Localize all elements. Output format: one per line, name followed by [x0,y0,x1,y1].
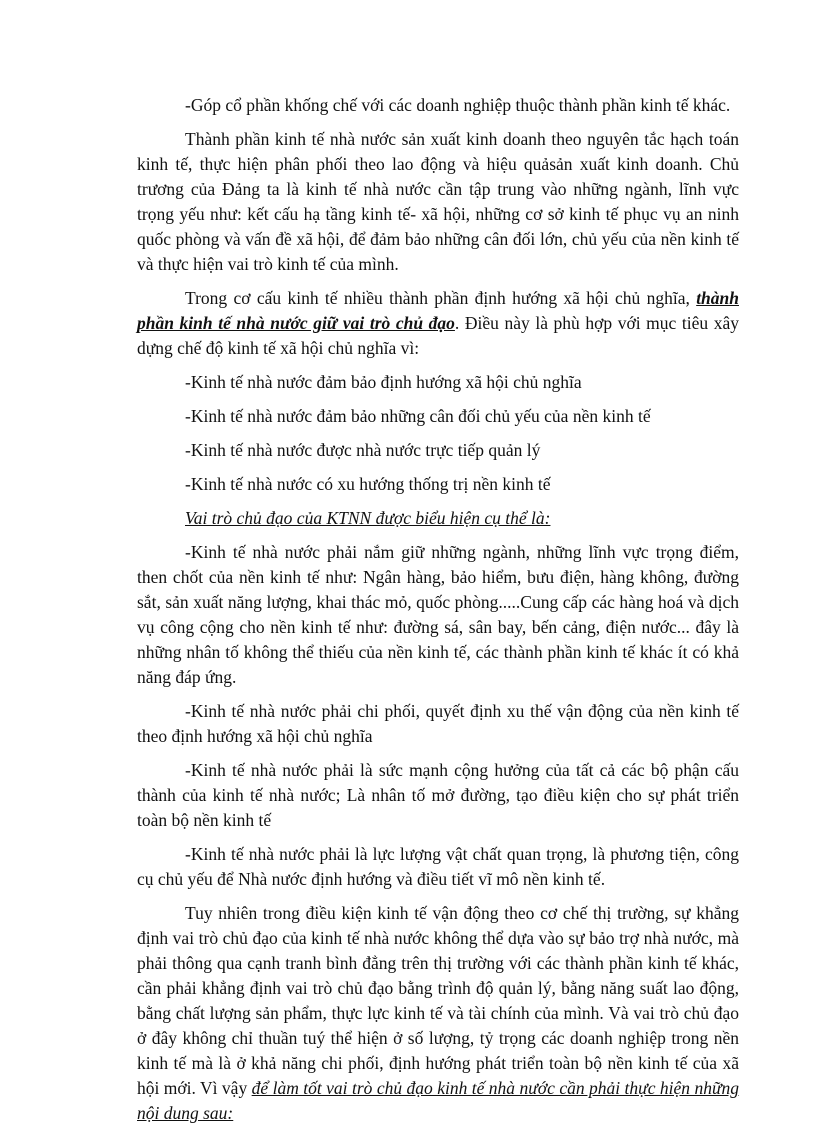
paragraph-7: -Kinh tế nhà nước phải là lực lượng vật chất quan trọng, là phương tiện, công cụ chủ yếu để Nhà nước định hướng và điều tiết vĩ mô nền kinh tế. [137,844,739,889]
bullet-3: -Kinh tế nhà nước được nhà nước trực tiếp quản lý [185,440,541,460]
paragraph-3 [137,286,739,361]
paragraph-3-emphasis: thành phần kinh tế nhà nước giữ vai trò chủ đạo [137,288,739,333]
bullet-4: -Kinh tế nhà nước có xu hướng thống trị nền kinh tế [185,474,551,494]
section-heading-text: Vai trò chủ đạo của KTNN được biểu hiện cụ thể là: [185,508,551,528]
bullet-1: -Kinh tế nhà nước đảm bảo định hướng xã hội chủ nghĩa [185,372,582,392]
paragraph-3-end: . Điều này là phù hợp với mục tiêu xây dựng chế độ kinh tế xã hội chủ nghĩa vì: [137,313,739,358]
paragraph-2: Thành phần kinh tế nhà nước sản xuất kinh doanh theo nguyên tắc hạch toán kinh tế, thực hiện phân phối theo lao động và hiệu quảsản xuất kinh doanh. Chủ trương của Đảng ta là kinh tế nhà nước cần tập trung vào những ngành, lĩnh vực trọng yếu như: kết cấu hạ tầng kinh tế- xã hội, những cơ sở kinh tế phục vụ an ninh quốc phòng và vấn đề xã hội, để đảm bảo những cân đối lớn, chủ yếu của nền kinh tế và thực hiện vai trò kinh tế của mình. [137,129,739,274]
paragraph-8-start: Tuy nhiên trong điều kiện kinh tế vận động theo cơ chế thị trường, sự khẳng định vai trò chủ đạo của kinh tế nhà nước không thể dựa vào sự bảo trợ nhà nước, mà phải thông qua cạnh tranh bình đẳng trên thị trường với các thành phần kinh tế khác, cần phải khẳng định vai trò chủ đạo bằng trình độ quản lý, bằng năng suất lao động, bằng chất lượng sản phẩm, thực lực kinh tế và tài chính của mình. Và vai trò chủ đạo ở đây không chỉ thuần tuý thể hiện ở số lượng, tỷ trọng các doanh nghiệp trong nền kinh tế mà là ở khả năng chi phối, định hướng phát triển toàn bộ nền kinh tế của xã hội mới. Vì vậy [137,903,739,1098]
paragraph-6: -Kinh tế nhà nước phải là sức mạnh cộng hưởng của tất cả các bộ phận cấu thành của kinh tế nhà nước; Là nhân tố mở đường, tạo điều kiện cho sự phát triển toàn bộ nền kinh tế [137,760,739,830]
section-heading [185,506,739,531]
paragraph-1: -Góp cổ phần khống chế với các doanh nghiệp thuộc thành phần kinh tế khác. [185,95,731,115]
paragraph-4: -Kinh tế nhà nước phải nắm giữ những ngành, những lĩnh vực trọng điểm, then chốt của nền kinh tế như: Ngân hàng, bảo hiểm, bưu điện, hàng không, đường sắt, sản xuất năng lượng, khai thác mỏ, quốc phòng.....Cung cấp các hàng hoá và dịch vụ công cộng cho nền kinh tế như: đường sá, sân bay, bến cảng, điện nước... đây là những nhân tố không thể thiếu của nền kinh tế, các thành phần kinh tế khác ít có khả năng đáp ứng. [137,542,739,687]
paragraph-8 [137,901,739,1126]
bullet-2: -Kinh tế nhà nước đảm bảo những cân đối chủ yếu của nền kinh tế [185,406,651,426]
paragraph-3-start: Trong cơ cấu kinh tế nhiều thành phần định hướng xã hội chủ nghĩa, [185,288,697,308]
paragraph-5: -Kinh tế nhà nước phải chi phối, quyết định xu thế vận động của nền kinh tế theo định hướng xã hội chủ nghĩa [137,701,739,746]
paragraph-8-emphasis: để làm tốt vai trò chủ đạo kinh tế nhà nước cần phải thực hiện những nội dung sau: [137,1078,740,1123]
document-body [137,93,739,1135]
